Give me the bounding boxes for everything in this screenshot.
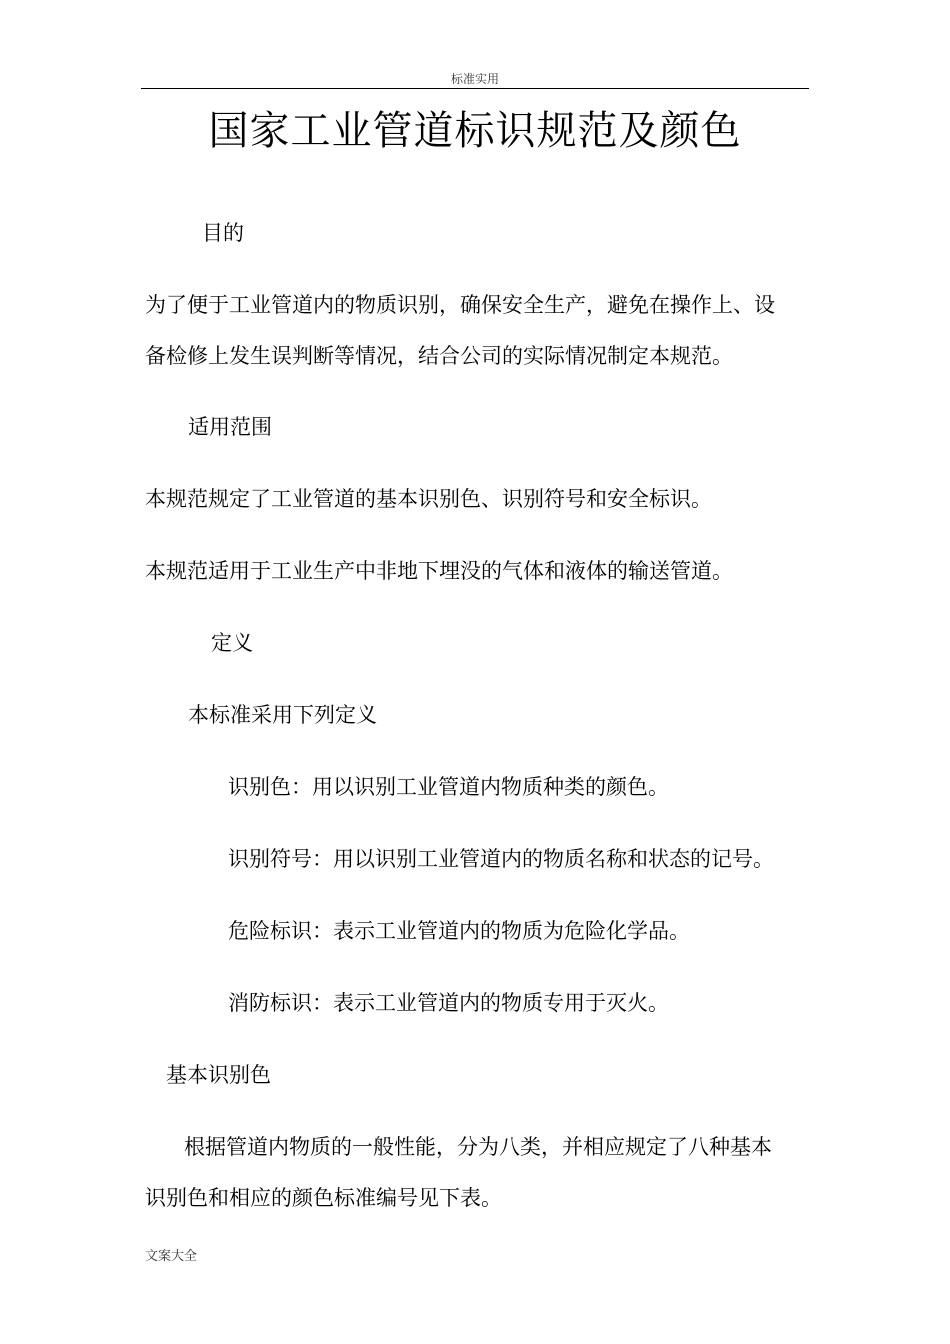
definition-item: 识别色：用以识别工业管道内物质种类的颜色。 xyxy=(228,775,669,799)
basic-colors-paragraph-line-1: 根据管道内物质的一般性能，分为八类，并相应规定了八种基本 xyxy=(184,1135,772,1159)
purpose-paragraph-line-1: 为了便于工业管道内的物质识别，确保安全生产，避免在操作上、设 xyxy=(145,293,775,317)
definition-item: 消防标识：表示工业管道内的物质专用于灭火。 xyxy=(228,991,669,1015)
definition-item: 危险标识：表示工业管道内的物质为危险化学品。 xyxy=(228,919,690,943)
definition-item: 识别符号：用以识别工业管道内的物质名称和状态的记号。 xyxy=(228,847,774,871)
page-footer: 文案大全 xyxy=(145,1249,198,1264)
purpose-paragraph-line-2: 备检修上发生误判断等情况，结合公司的实际情况制定本规范。 xyxy=(145,344,733,368)
header-divider xyxy=(141,88,809,89)
section-heading-definitions: 定义 xyxy=(211,631,253,655)
scope-line-1: 本规范规定了工业管道的基本识别色、识别符号和安全标识。 xyxy=(145,487,712,511)
page-header: 标准实用 xyxy=(450,72,499,86)
basic-colors-paragraph-line-2: 识别色和相应的颜色标准编号见下表。 xyxy=(145,1186,502,1210)
document-title: 国家工业管道标识规范及颜色 xyxy=(208,108,742,154)
section-heading-purpose: 目的 xyxy=(202,221,244,245)
section-heading-scope: 适用范围 xyxy=(188,415,272,439)
definitions-intro: 本标准采用下列定义 xyxy=(188,703,377,727)
section-heading-basic-colors: 基本识别色 xyxy=(166,1063,271,1087)
scope-line-2: 本规范适用于工业生产中非地下埋没的气体和液体的输送管道。 xyxy=(145,559,733,583)
